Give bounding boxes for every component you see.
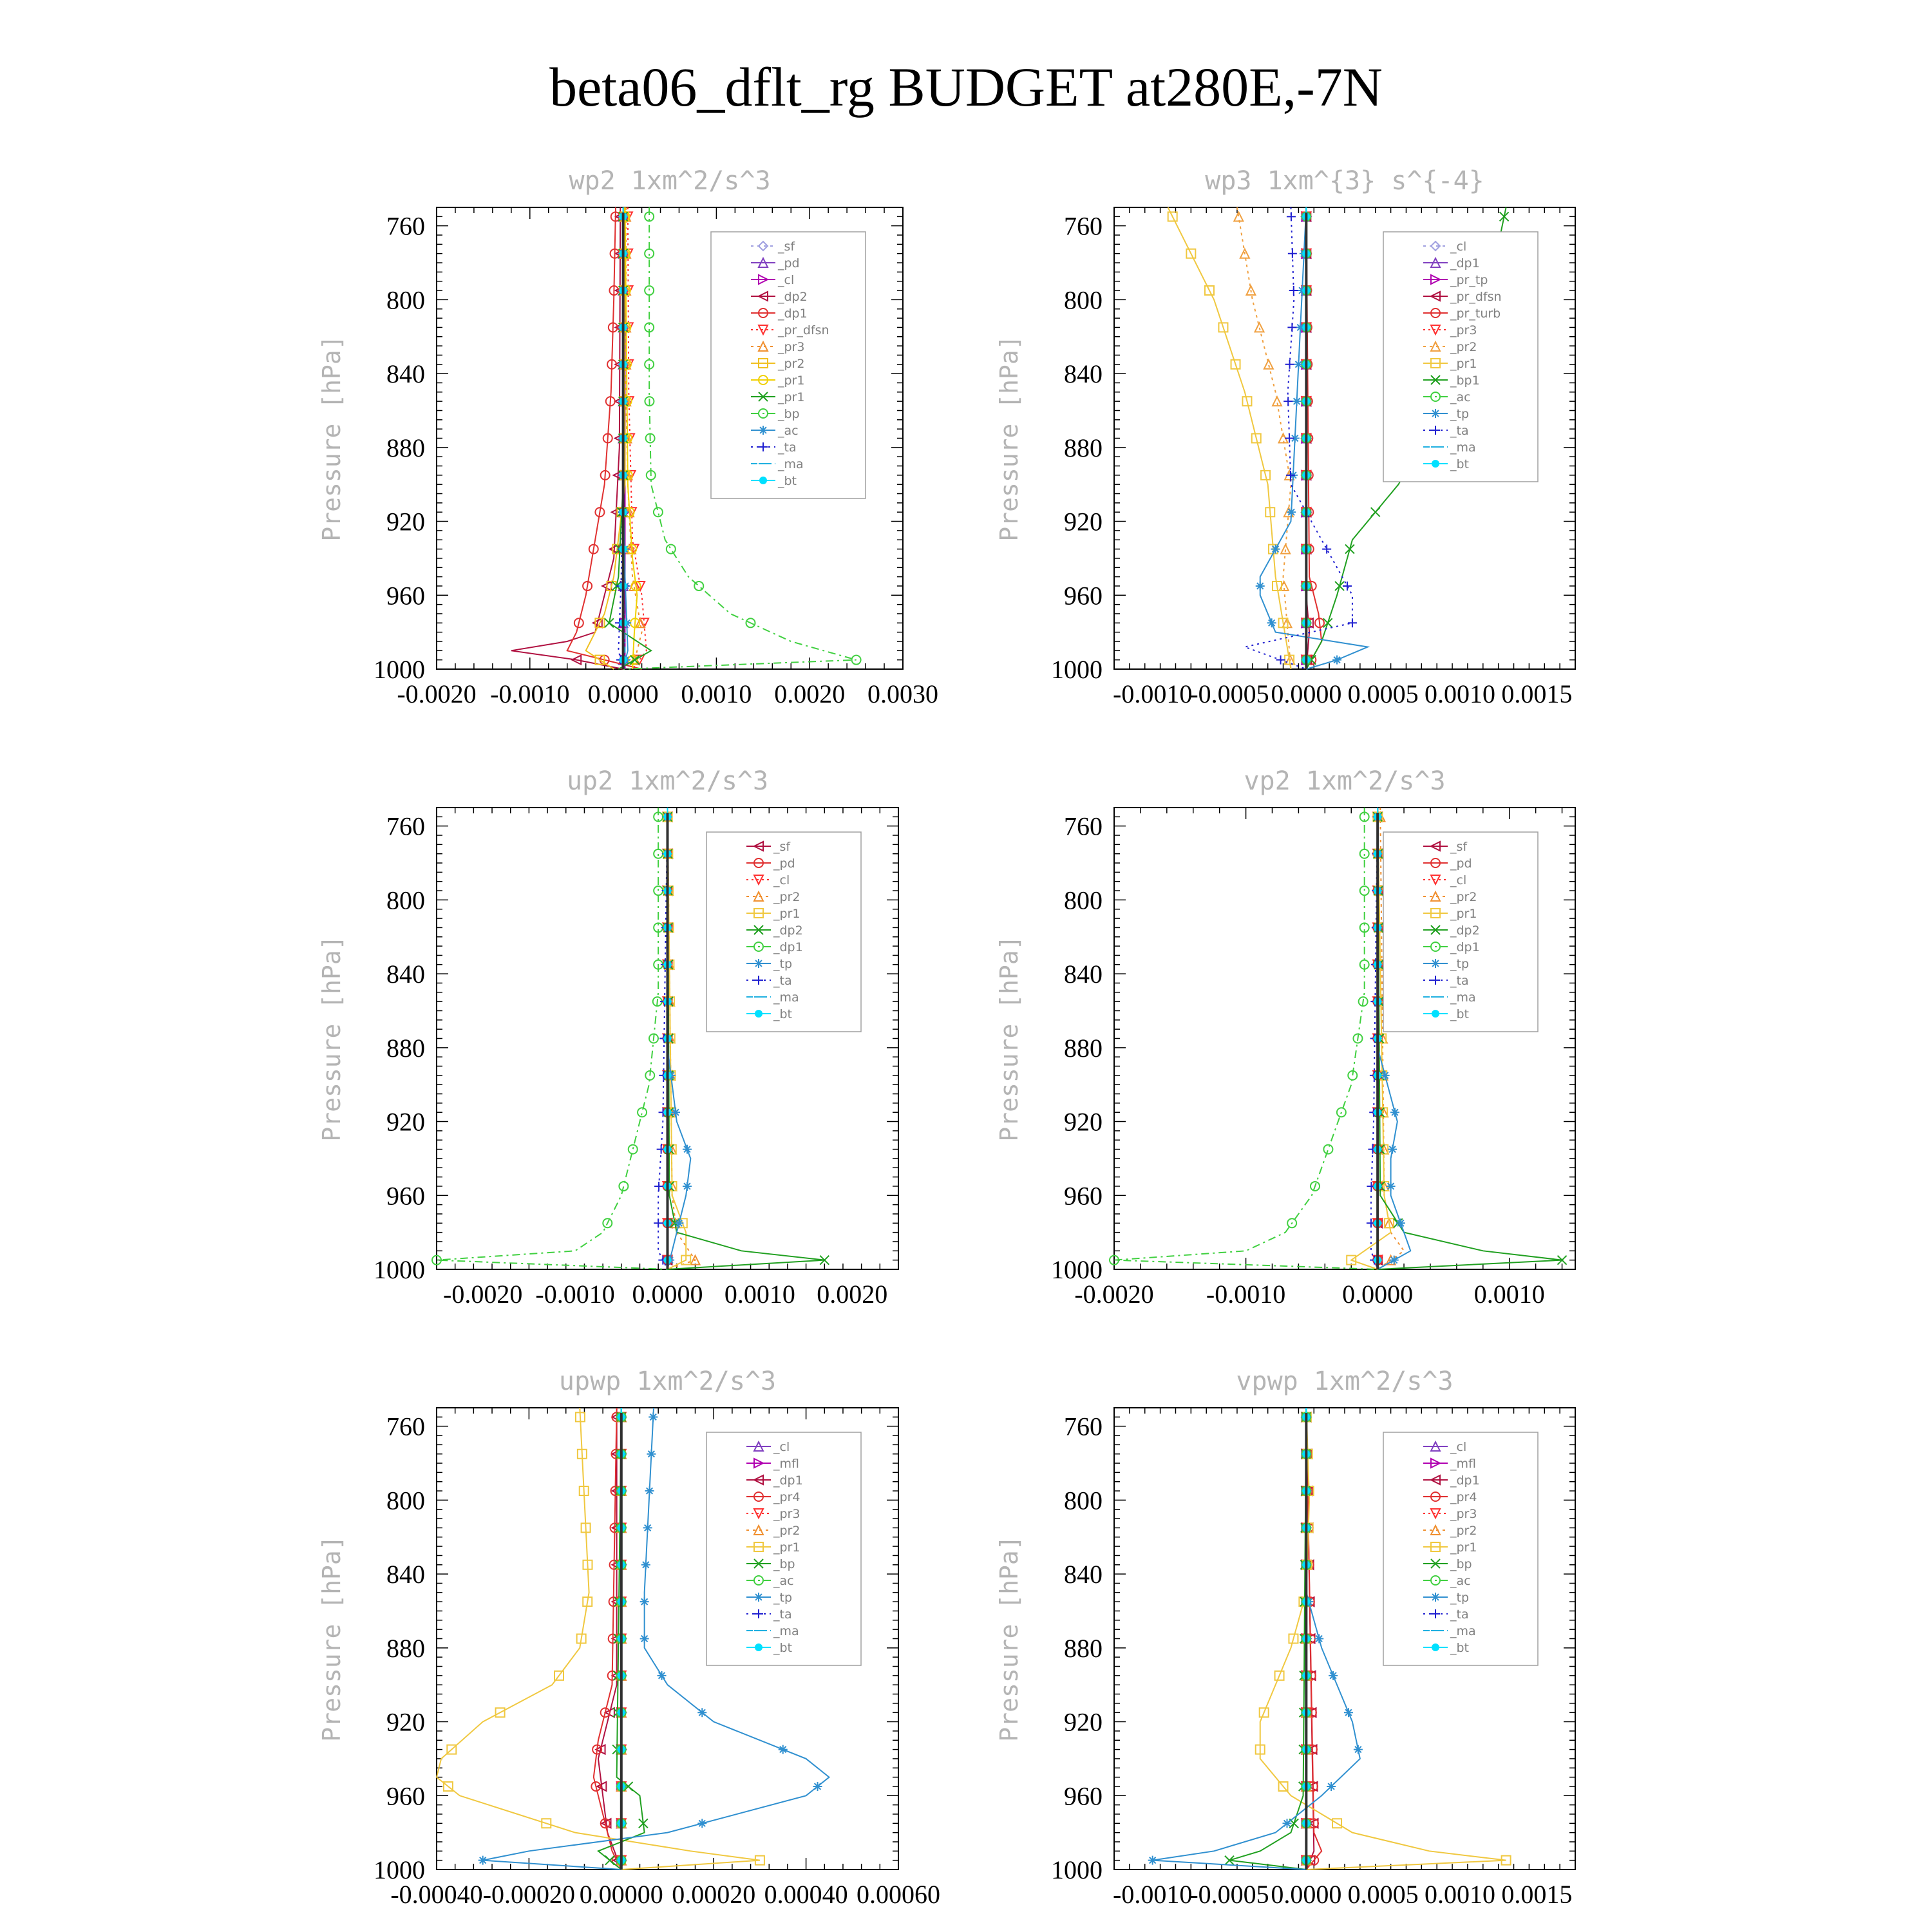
series-point xyxy=(1283,1819,1292,1828)
panel-title: vpwp 1xm^2/s^3 xyxy=(1236,1367,1454,1396)
legend-marker xyxy=(1432,460,1439,468)
x-tick-label: -0.0005 xyxy=(1189,679,1269,708)
series-point xyxy=(1343,582,1352,591)
legend-label: _cl xyxy=(1450,873,1467,887)
legend-label: _pr2 xyxy=(773,1524,800,1538)
series-line xyxy=(511,207,623,669)
y-tick-label: 920 xyxy=(386,1707,425,1737)
series-point xyxy=(478,1856,488,1865)
y-axis-label: Pressure [hPa] xyxy=(995,1535,1023,1742)
y-tick-label: 880 xyxy=(1064,1033,1103,1063)
legend-label: _sf xyxy=(778,240,795,254)
legend-label: _bp xyxy=(1450,1557,1472,1571)
x-tick-label: 0.0005 xyxy=(1347,1880,1419,1909)
series-dp1 xyxy=(1110,808,1378,1269)
series-point xyxy=(1371,507,1380,516)
y-tick-label: 760 xyxy=(386,811,425,841)
legend-label: _pd xyxy=(773,857,795,871)
legend-label: _pr3 xyxy=(773,1507,800,1521)
series-point xyxy=(1148,1856,1157,1865)
y-tick-label: 760 xyxy=(1064,811,1103,841)
legend-label: _tp xyxy=(1450,957,1470,971)
series-point xyxy=(629,1145,638,1154)
series-point xyxy=(697,1708,706,1717)
series-point xyxy=(667,545,676,554)
legend-label: _tp xyxy=(1450,407,1470,421)
series-line xyxy=(1168,207,1291,669)
series-point xyxy=(697,1819,706,1828)
panel-title: wp3 1xm^{3} s^{-4} xyxy=(1205,166,1484,196)
series-point xyxy=(1327,1782,1336,1791)
legend-marker xyxy=(1431,409,1440,418)
legend-label: _pr3 xyxy=(1450,1507,1477,1521)
legend-label: _pr1 xyxy=(1450,1540,1477,1555)
legend-label: _cl xyxy=(773,1440,790,1454)
y-tick-label: 800 xyxy=(1064,1486,1103,1515)
legend-label: _sf xyxy=(773,840,791,854)
y-tick-label: 920 xyxy=(1064,1707,1103,1737)
y-tick-label: 1000 xyxy=(374,655,425,684)
series-point xyxy=(1287,212,1296,221)
x-tick-label: 0.00000 xyxy=(579,1880,663,1909)
panel-1 xyxy=(317,166,938,708)
legend-label: _bt xyxy=(773,1007,793,1021)
panel-title: vp2 1xm^2/s^3 xyxy=(1244,766,1446,796)
y-tick-label: 960 xyxy=(386,1781,425,1811)
legend-label: _pr_dfsn xyxy=(778,323,829,337)
x-tick-label: 0.0020 xyxy=(774,679,846,708)
y-tick-label: 880 xyxy=(386,1033,425,1063)
series-point xyxy=(1283,397,1293,406)
y-tick-label: 800 xyxy=(386,1486,425,1515)
y-tick-label: 760 xyxy=(1064,1412,1103,1441)
y-tick-label: 840 xyxy=(386,1560,425,1589)
y-tick-label: 1000 xyxy=(374,1855,425,1884)
series-point xyxy=(645,286,654,295)
legend-label: _bp xyxy=(778,407,800,421)
x-tick-label: 0.0000 xyxy=(587,679,659,708)
y-tick-label: 800 xyxy=(386,886,425,915)
legend-label: _pr1 xyxy=(1450,907,1477,921)
series-point xyxy=(1396,1218,1405,1227)
legend-label: _ta xyxy=(773,1607,792,1622)
series-point xyxy=(645,1486,654,1495)
series-point xyxy=(1387,1182,1396,1191)
x-tick-label: 0.0010 xyxy=(1425,679,1495,708)
series-point xyxy=(1293,397,1302,406)
series-pr1 xyxy=(1168,207,1294,669)
series-point xyxy=(643,1523,652,1532)
panel-title: up2 1xm^2/s^3 xyxy=(566,766,769,796)
legend-label: _ta xyxy=(773,974,792,988)
series-line xyxy=(1114,808,1378,1269)
series-point xyxy=(647,1450,656,1459)
series-point xyxy=(619,1182,628,1191)
legend-label: _bt xyxy=(1450,1641,1470,1655)
panel-4 xyxy=(995,766,1575,1309)
series-line xyxy=(437,808,668,1269)
legend-label: _ac xyxy=(778,424,799,438)
series-point xyxy=(638,1108,647,1117)
legend-label: _pr1 xyxy=(778,374,805,388)
y-axis-label: Pressure [hPa] xyxy=(995,335,1023,542)
legend-label: _pr_dfsn xyxy=(1450,290,1502,304)
series-point xyxy=(1345,545,1354,554)
legend-label: _dp1 xyxy=(778,307,808,321)
series-point xyxy=(1234,212,1243,221)
y-tick-label: 840 xyxy=(386,359,425,389)
legend-marker xyxy=(1432,1643,1439,1651)
legend-label: _pr1 xyxy=(1450,357,1477,371)
series-point xyxy=(1314,1634,1323,1643)
legend-label: _tp xyxy=(1450,1591,1470,1605)
y-tick-label: 960 xyxy=(386,581,425,611)
y-tick-label: 880 xyxy=(1064,433,1103,462)
legend-label: _dp2 xyxy=(773,923,803,938)
x-tick-label: 0.0010 xyxy=(1425,1880,1495,1909)
y-tick-label: 1000 xyxy=(374,1255,425,1284)
legend-label: _dp1 xyxy=(773,940,803,954)
x-tick-label: 0.0010 xyxy=(681,679,752,708)
series-point xyxy=(1267,618,1276,627)
series-point xyxy=(1271,545,1280,554)
legend-label: _bt xyxy=(778,474,797,488)
series-point xyxy=(1276,656,1285,665)
y-tick-label: 1000 xyxy=(1051,1855,1103,1884)
legend-label: _dp1 xyxy=(1450,256,1480,270)
x-tick-label: -0.0005 xyxy=(1189,1880,1269,1909)
legend-label: _pr1 xyxy=(773,1540,800,1555)
series-point xyxy=(683,1182,692,1191)
series-point xyxy=(640,1634,649,1643)
legend-marker xyxy=(759,477,767,484)
series-point xyxy=(671,1108,680,1117)
y-tick-label: 760 xyxy=(386,211,425,241)
series-point xyxy=(641,1560,650,1569)
series-line xyxy=(1229,1408,1306,1870)
series-line xyxy=(1237,207,1291,669)
x-tick-label: -0.0010 xyxy=(490,679,570,708)
series-point xyxy=(1332,656,1341,665)
y-tick-label: 800 xyxy=(1064,285,1103,315)
legend-label: _cl xyxy=(773,873,790,887)
series-point xyxy=(649,1412,658,1421)
series-point xyxy=(654,849,663,858)
y-axis-label: Pressure [hPa] xyxy=(317,335,346,542)
legend-marker xyxy=(1431,959,1440,968)
series-point xyxy=(683,1145,692,1154)
legend-label: _pr3 xyxy=(1450,323,1477,337)
legend-label: _pr4 xyxy=(773,1490,800,1504)
y-tick-label: 840 xyxy=(1064,1560,1103,1589)
legend-marker xyxy=(755,1010,762,1018)
legend-label: _pr3 xyxy=(778,340,805,354)
legend-label: _ma xyxy=(1450,1624,1476,1638)
series-point xyxy=(654,1182,663,1191)
series-point xyxy=(1360,886,1369,895)
x-tick-label: 0.0015 xyxy=(1501,1880,1573,1909)
y-tick-label: 800 xyxy=(386,285,425,315)
y-axis-label: Pressure [hPa] xyxy=(317,935,346,1142)
legend-marker xyxy=(1431,1593,1440,1602)
series-point xyxy=(1289,286,1298,295)
legend-label: _ac xyxy=(1450,1574,1471,1588)
y-axis-label: Pressure [hPa] xyxy=(317,1535,346,1742)
y-tick-label: 880 xyxy=(1064,1633,1103,1663)
y-tick-label: 920 xyxy=(386,1107,425,1137)
legend-label: _bp xyxy=(773,1557,795,1571)
series-line xyxy=(1153,1408,1360,1870)
legend-label: _tp xyxy=(773,957,793,971)
legend-label: _pr2 xyxy=(1450,890,1477,904)
legend-label: _ac xyxy=(1450,390,1471,404)
x-tick-label: -0.0020 xyxy=(1074,1280,1154,1309)
legend-label: _ac xyxy=(773,1574,794,1588)
x-tick-label: 0.0000 xyxy=(1271,1880,1342,1909)
legend-label: _ta xyxy=(778,440,797,455)
legend-label: _mfl xyxy=(773,1457,799,1471)
series-point xyxy=(654,507,663,516)
series-point xyxy=(1285,360,1294,369)
x-tick-label: 0.00020 xyxy=(672,1880,756,1909)
legend-label: _dp1 xyxy=(1450,1473,1480,1488)
y-tick-label: 920 xyxy=(386,507,425,536)
y-tick-label: 960 xyxy=(1064,581,1103,611)
series-point xyxy=(694,582,703,591)
panel-5 xyxy=(317,1367,940,1909)
x-tick-label: 0.0000 xyxy=(632,1280,703,1309)
y-tick-label: 1000 xyxy=(1051,1255,1103,1284)
x-tick-label: 0.0015 xyxy=(1501,679,1573,708)
legend-label: _cl xyxy=(1450,1440,1467,1454)
series-dp1 xyxy=(432,808,668,1269)
legend-label: _ma xyxy=(773,990,799,1005)
series-point xyxy=(654,1218,663,1227)
legend-label: _pd xyxy=(778,256,800,270)
x-tick-label: 0.0000 xyxy=(1271,679,1342,708)
legend-marker xyxy=(755,1643,762,1651)
legend-label: _pr2 xyxy=(778,357,805,371)
legend-marker xyxy=(759,426,768,435)
series-point xyxy=(1335,582,1344,591)
x-tick-label: 0.0000 xyxy=(1342,1280,1414,1309)
legend-label: _bt xyxy=(773,1641,793,1655)
x-tick-label: 0.0020 xyxy=(817,1280,888,1309)
x-tick-label: -0.0010 xyxy=(1113,679,1193,708)
x-tick-label: -0.0020 xyxy=(443,1280,523,1309)
legend-label: _dp1 xyxy=(1450,940,1480,954)
series-point xyxy=(1287,323,1296,332)
series-point xyxy=(1360,849,1369,858)
legend-label: _ma xyxy=(778,457,804,471)
series-point xyxy=(779,1745,788,1754)
y-tick-label: 960 xyxy=(1064,1781,1103,1811)
panel-title: wp2 1xm^2/s^3 xyxy=(569,166,771,196)
y-tick-label: 760 xyxy=(386,1412,425,1441)
series-point xyxy=(1348,618,1357,627)
series-point xyxy=(640,1597,649,1606)
legend-label: _bt xyxy=(1450,1007,1470,1021)
x-tick-label: -0.0020 xyxy=(397,679,477,708)
legend-label: _ta xyxy=(1450,974,1469,988)
x-tick-label: -0.0010 xyxy=(535,1280,615,1309)
x-tick-label: 0.0005 xyxy=(1347,679,1419,708)
series-point xyxy=(1390,1108,1399,1117)
legend-marker xyxy=(1432,1010,1439,1018)
x-tick-label: 0.00040 xyxy=(764,1880,848,1909)
series-line xyxy=(1260,207,1368,669)
y-tick-label: 840 xyxy=(386,960,425,989)
legend-label: _ma xyxy=(1450,440,1476,455)
legend-label: _pr2 xyxy=(773,890,800,904)
legend-label: _pd xyxy=(1450,857,1472,871)
legend-label: _mfl xyxy=(1450,1457,1476,1471)
series-point xyxy=(813,1782,822,1791)
legend-label: _pr_turb xyxy=(1450,307,1501,321)
legend-label: _dp1 xyxy=(773,1473,803,1488)
series-point xyxy=(1354,1745,1363,1754)
series-point xyxy=(645,249,654,258)
legend-label: _dp2 xyxy=(1450,923,1480,938)
y-tick-label: 880 xyxy=(386,1633,425,1663)
legend-label: _pr1 xyxy=(778,390,805,404)
y-tick-label: 840 xyxy=(1064,960,1103,989)
series-point xyxy=(1329,1671,1338,1680)
legend-label: _ma xyxy=(773,1624,799,1638)
y-tick-label: 800 xyxy=(1064,886,1103,915)
panel-3 xyxy=(317,766,898,1309)
legend-marker xyxy=(754,1593,763,1602)
panel-6 xyxy=(995,1367,1575,1909)
legend-label: _bt xyxy=(1450,457,1470,471)
legend-label: _tp xyxy=(773,1591,793,1605)
series-point xyxy=(1323,1145,1332,1154)
y-tick-label: 760 xyxy=(1064,211,1103,241)
series-point xyxy=(1322,545,1331,554)
x-tick-label: 0.00060 xyxy=(857,1880,940,1909)
figure-title: beta06_dflt_rg BUDGET at280E,-7N xyxy=(549,56,1383,118)
y-tick-label: 1000 xyxy=(1051,655,1103,684)
x-tick-label: 0.0010 xyxy=(1473,1280,1545,1309)
x-tick-label: -0.00040 xyxy=(390,1880,483,1909)
series-point xyxy=(1255,323,1264,332)
y-tick-label: 960 xyxy=(1064,1181,1103,1211)
legend-label: _pr2 xyxy=(1450,340,1477,354)
legend-label: _pr_tp xyxy=(1450,273,1488,287)
y-tick-label: 920 xyxy=(1064,1107,1103,1137)
legend-label: _bp1 xyxy=(1450,374,1480,388)
y-tick-label: 840 xyxy=(1064,359,1103,389)
legend-label: _pr1 xyxy=(773,907,800,921)
panel-title: upwp 1xm^2/s^3 xyxy=(558,1367,777,1396)
series-point xyxy=(1281,545,1290,554)
panel-2 xyxy=(995,166,1575,708)
y-axis-label: Pressure [hPa] xyxy=(995,935,1023,1142)
series-point xyxy=(1390,1256,1399,1265)
series-point xyxy=(654,886,663,895)
legend-label: _pr2 xyxy=(1450,1524,1477,1538)
legend-marker xyxy=(754,959,763,968)
series-point xyxy=(1288,249,1297,258)
x-tick-label: 0.0010 xyxy=(724,1280,795,1309)
x-tick-label: -0.00020 xyxy=(482,1880,576,1909)
legend-label: _cl xyxy=(778,273,795,287)
series-point xyxy=(1388,1145,1397,1154)
x-tick-label: -0.0010 xyxy=(1206,1280,1286,1309)
legend-label: _ta xyxy=(1450,1607,1469,1622)
legend-label: _cl xyxy=(1450,240,1467,254)
series-point xyxy=(1344,1708,1353,1717)
y-tick-label: 920 xyxy=(1064,507,1103,536)
legend-label: _pr4 xyxy=(1450,1490,1477,1504)
series-point xyxy=(1264,360,1273,369)
legend-label: _sf xyxy=(1450,840,1468,854)
series-tp xyxy=(1148,1408,1363,1870)
x-tick-label: 0.0030 xyxy=(867,679,938,708)
x-tick-label: -0.0010 xyxy=(1113,1880,1193,1909)
series-point xyxy=(658,1671,667,1680)
series-point xyxy=(1256,582,1265,591)
y-tick-label: 880 xyxy=(386,433,425,462)
legend-label: _ma xyxy=(1450,990,1476,1005)
y-tick-label: 960 xyxy=(386,1181,425,1211)
legend-label: _ta xyxy=(1450,424,1469,438)
legend-label: _dp2 xyxy=(778,290,808,304)
